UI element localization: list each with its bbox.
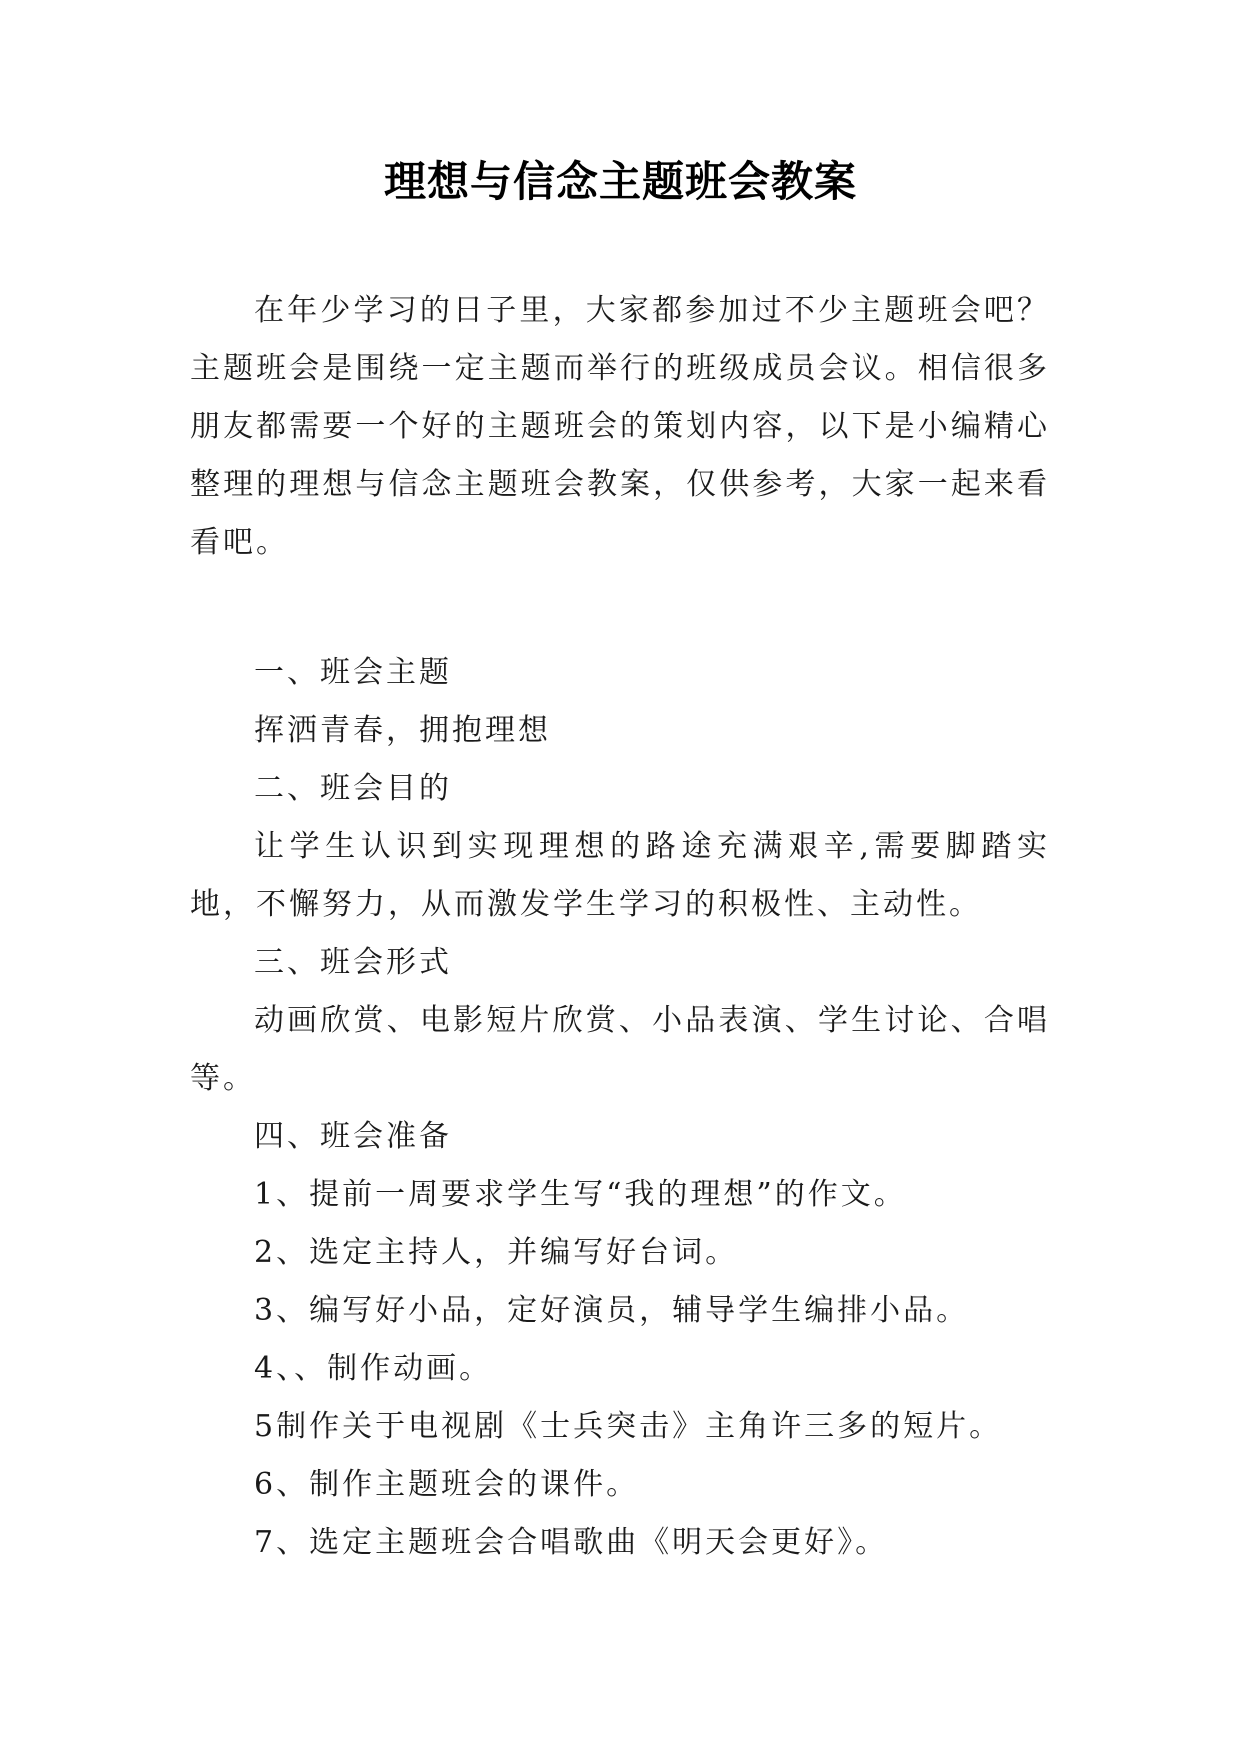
preparation-item: 1、提前一周要求学生写“我的理想”的作文。 bbox=[254, 1177, 907, 1212]
preparation-item: 7、选定主题班会合唱歌曲《明天会更好》。 bbox=[254, 1525, 889, 1560]
preparation-item: 4、、制作动画。 bbox=[254, 1351, 493, 1386]
section-heading-purpose: 二、班会目的 bbox=[254, 771, 452, 806]
preparation-item: 3、编写好小品，定好演员，辅导学生编排小品。 bbox=[254, 1293, 970, 1328]
preparation-item: 2、选定主持人，并编写好台词。 bbox=[254, 1235, 739, 1270]
intro-paragraph: 在年少学习的日子里，大家都参加过不少主题班会吧？主题班会是围绕一定主题而举行的班级成员会议。相信很多朋友都需要一个好的主题班会的策划内容，以下是小编精心整理的理想与信念主题班会教案，仅供参考，大家一起来看看吧。 bbox=[190, 293, 1050, 560]
preparation-item: 5制作关于电视剧《士兵突击》主角许三多的短片。 bbox=[254, 1409, 1003, 1444]
section-heading-theme: 一、班会主题 bbox=[254, 655, 452, 690]
document-body bbox=[190, 282, 1050, 1572]
purpose-text: 让学生认识到实现理想的路途充满艰辛,需要脚踏实地，不懈努力，从而激发学生学习的积极性、主动性。 bbox=[190, 829, 1050, 922]
section-heading-preparation: 四、班会准备 bbox=[254, 1119, 452, 1154]
section-heading-format: 三、班会形式 bbox=[254, 945, 452, 980]
document-title: 理想与信念主题班会教案 bbox=[383, 157, 857, 206]
theme-text: 挥洒青春，拥抱理想 bbox=[254, 713, 551, 748]
format-text: 动画欣赏、电影短片欣赏、小品表演、学生讨论、合唱等。 bbox=[190, 1003, 1050, 1096]
preparation-item: 6、制作主题班会的课件。 bbox=[254, 1467, 640, 1502]
